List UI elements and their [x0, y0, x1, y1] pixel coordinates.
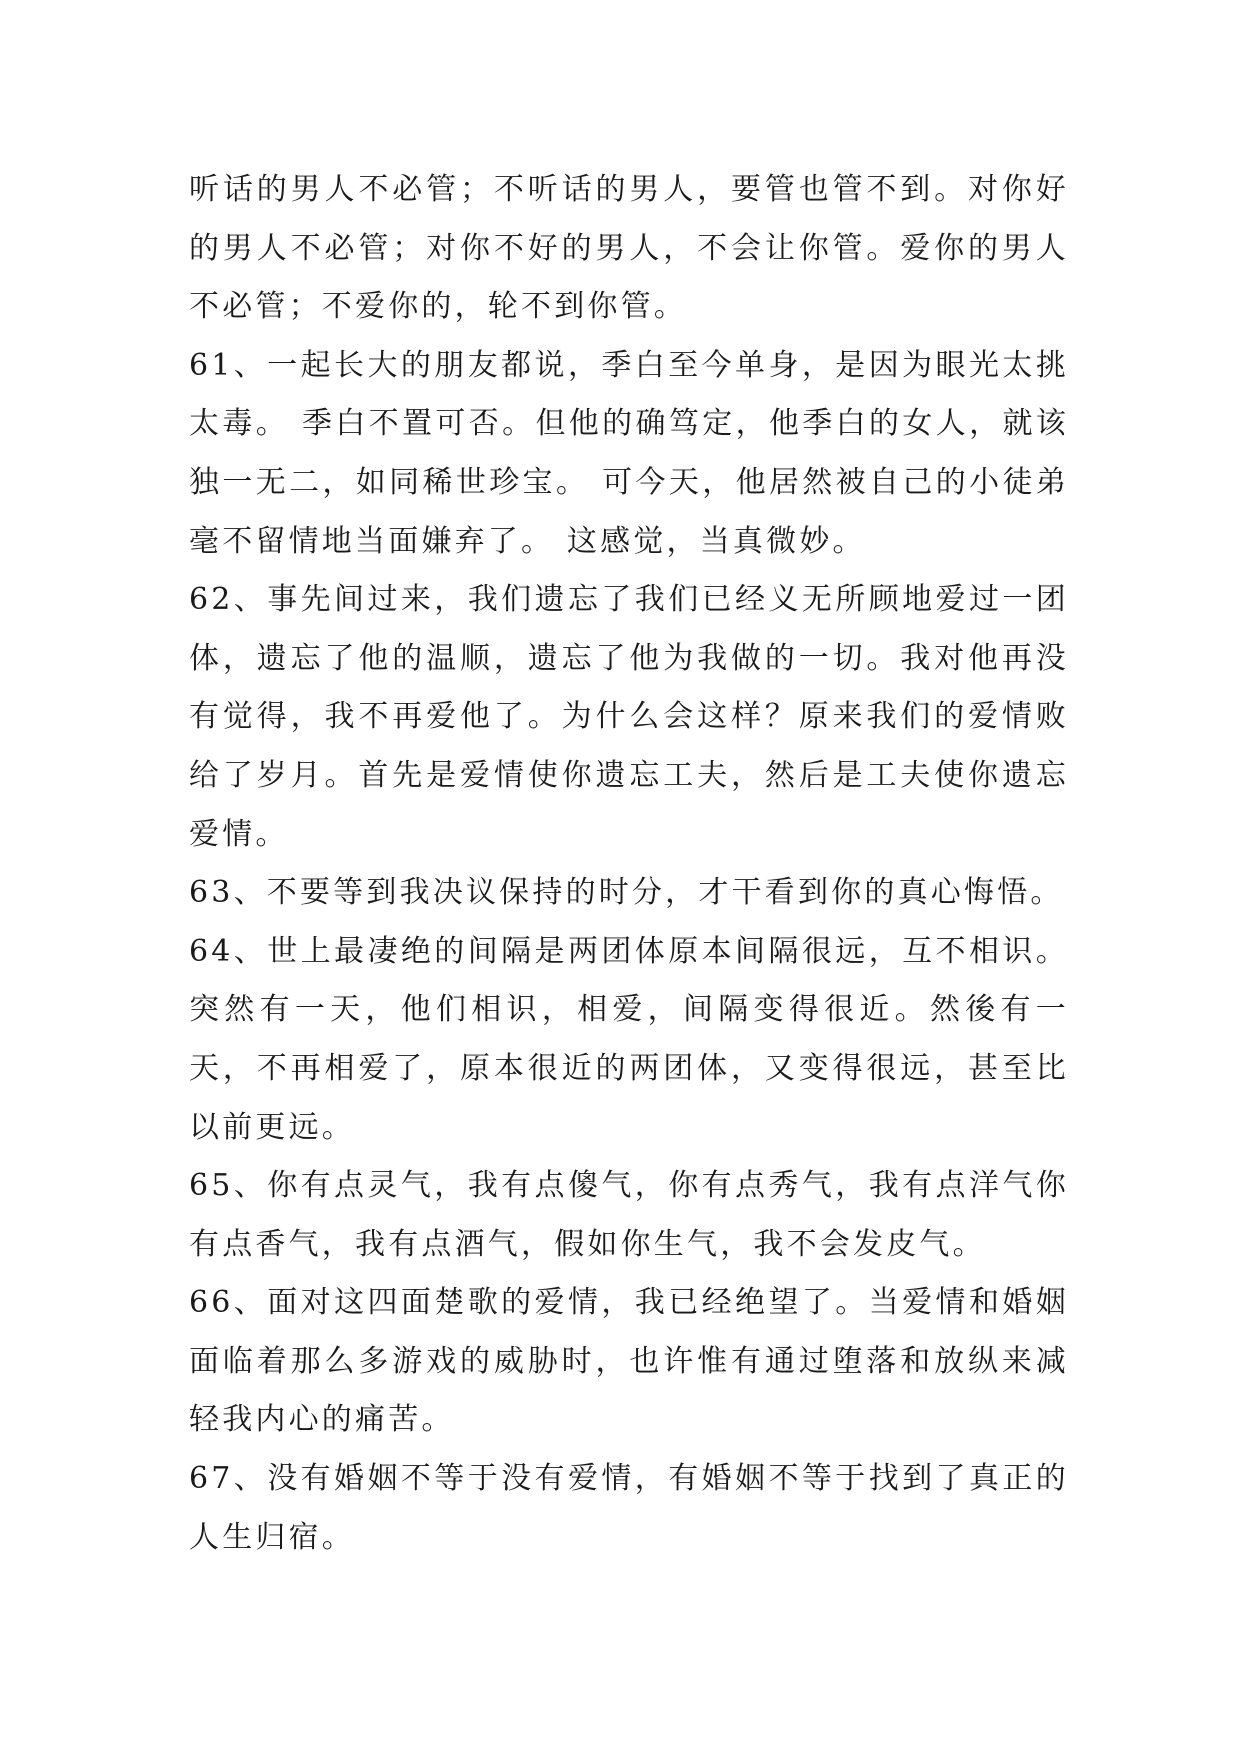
paragraph-61: 61、一起长大的朋友都说，季白至今单身，是因为眼光太挑太毒。 季白不置可否。但他的确笃定，他季白的女人，就该独一无二，如同稀世珍宝。 可今天，他居然被自己的小徒弟毫不留情地当面嫌弃了。 这感觉，当真微妙。 [189, 347, 1069, 559]
document-body [189, 161, 1069, 1567]
paragraph-63: 63、不要等到我决议保持的时分，才干看到你的真心悔悟。 [189, 875, 1064, 911]
paragraph-intro: 听话的男人不必管；不听话的男人，要管也管不到。对你好的男人不必管；对你不好的男人，不会让你管。爱你的男人不必管；不爱你的，轮不到你管。 [189, 172, 1069, 325]
paragraph-67: 67、没有婚姻不等于没有爱情，有婚姻不等于找到了真正的人生归宿。 [189, 1461, 1069, 1555]
paragraph-65: 65、你有点灵气，我有点傻气，你有点秀气，我有点洋气你有点香气，我有点酒气，假如你生气，我不会发皮气。 [189, 1168, 1069, 1262]
paragraph-66: 66、面对这四面楚歌的爱情，我已经绝望了。当爱情和婚姻面临着那么多游戏的威胁时，也许惟有通过堕落和放纵来减轻我内心的痛苦。 [189, 1285, 1069, 1438]
paragraph-62: 62、事先间过来，我们遗忘了我们已经义无所顾地爱过一团体，遗忘了他的温顺，遗忘了他为我做的一切。我对他再没有觉得，我不再爱他了。为什么会这样？原来我们的爱情败给了岁月。首先是爱情使你遗忘工夫，然后是工夫使你遗忘爱情。 [189, 582, 1069, 852]
paragraph-64: 64、世上最凄绝的间隔是两团体原本间隔很远，互不相识。突然有一天，他们相识，相爱，间隔变得很近。然後有一天，不再相爱了，原本很近的两团体，又变得很远，甚至比以前更远。 [189, 933, 1069, 1145]
